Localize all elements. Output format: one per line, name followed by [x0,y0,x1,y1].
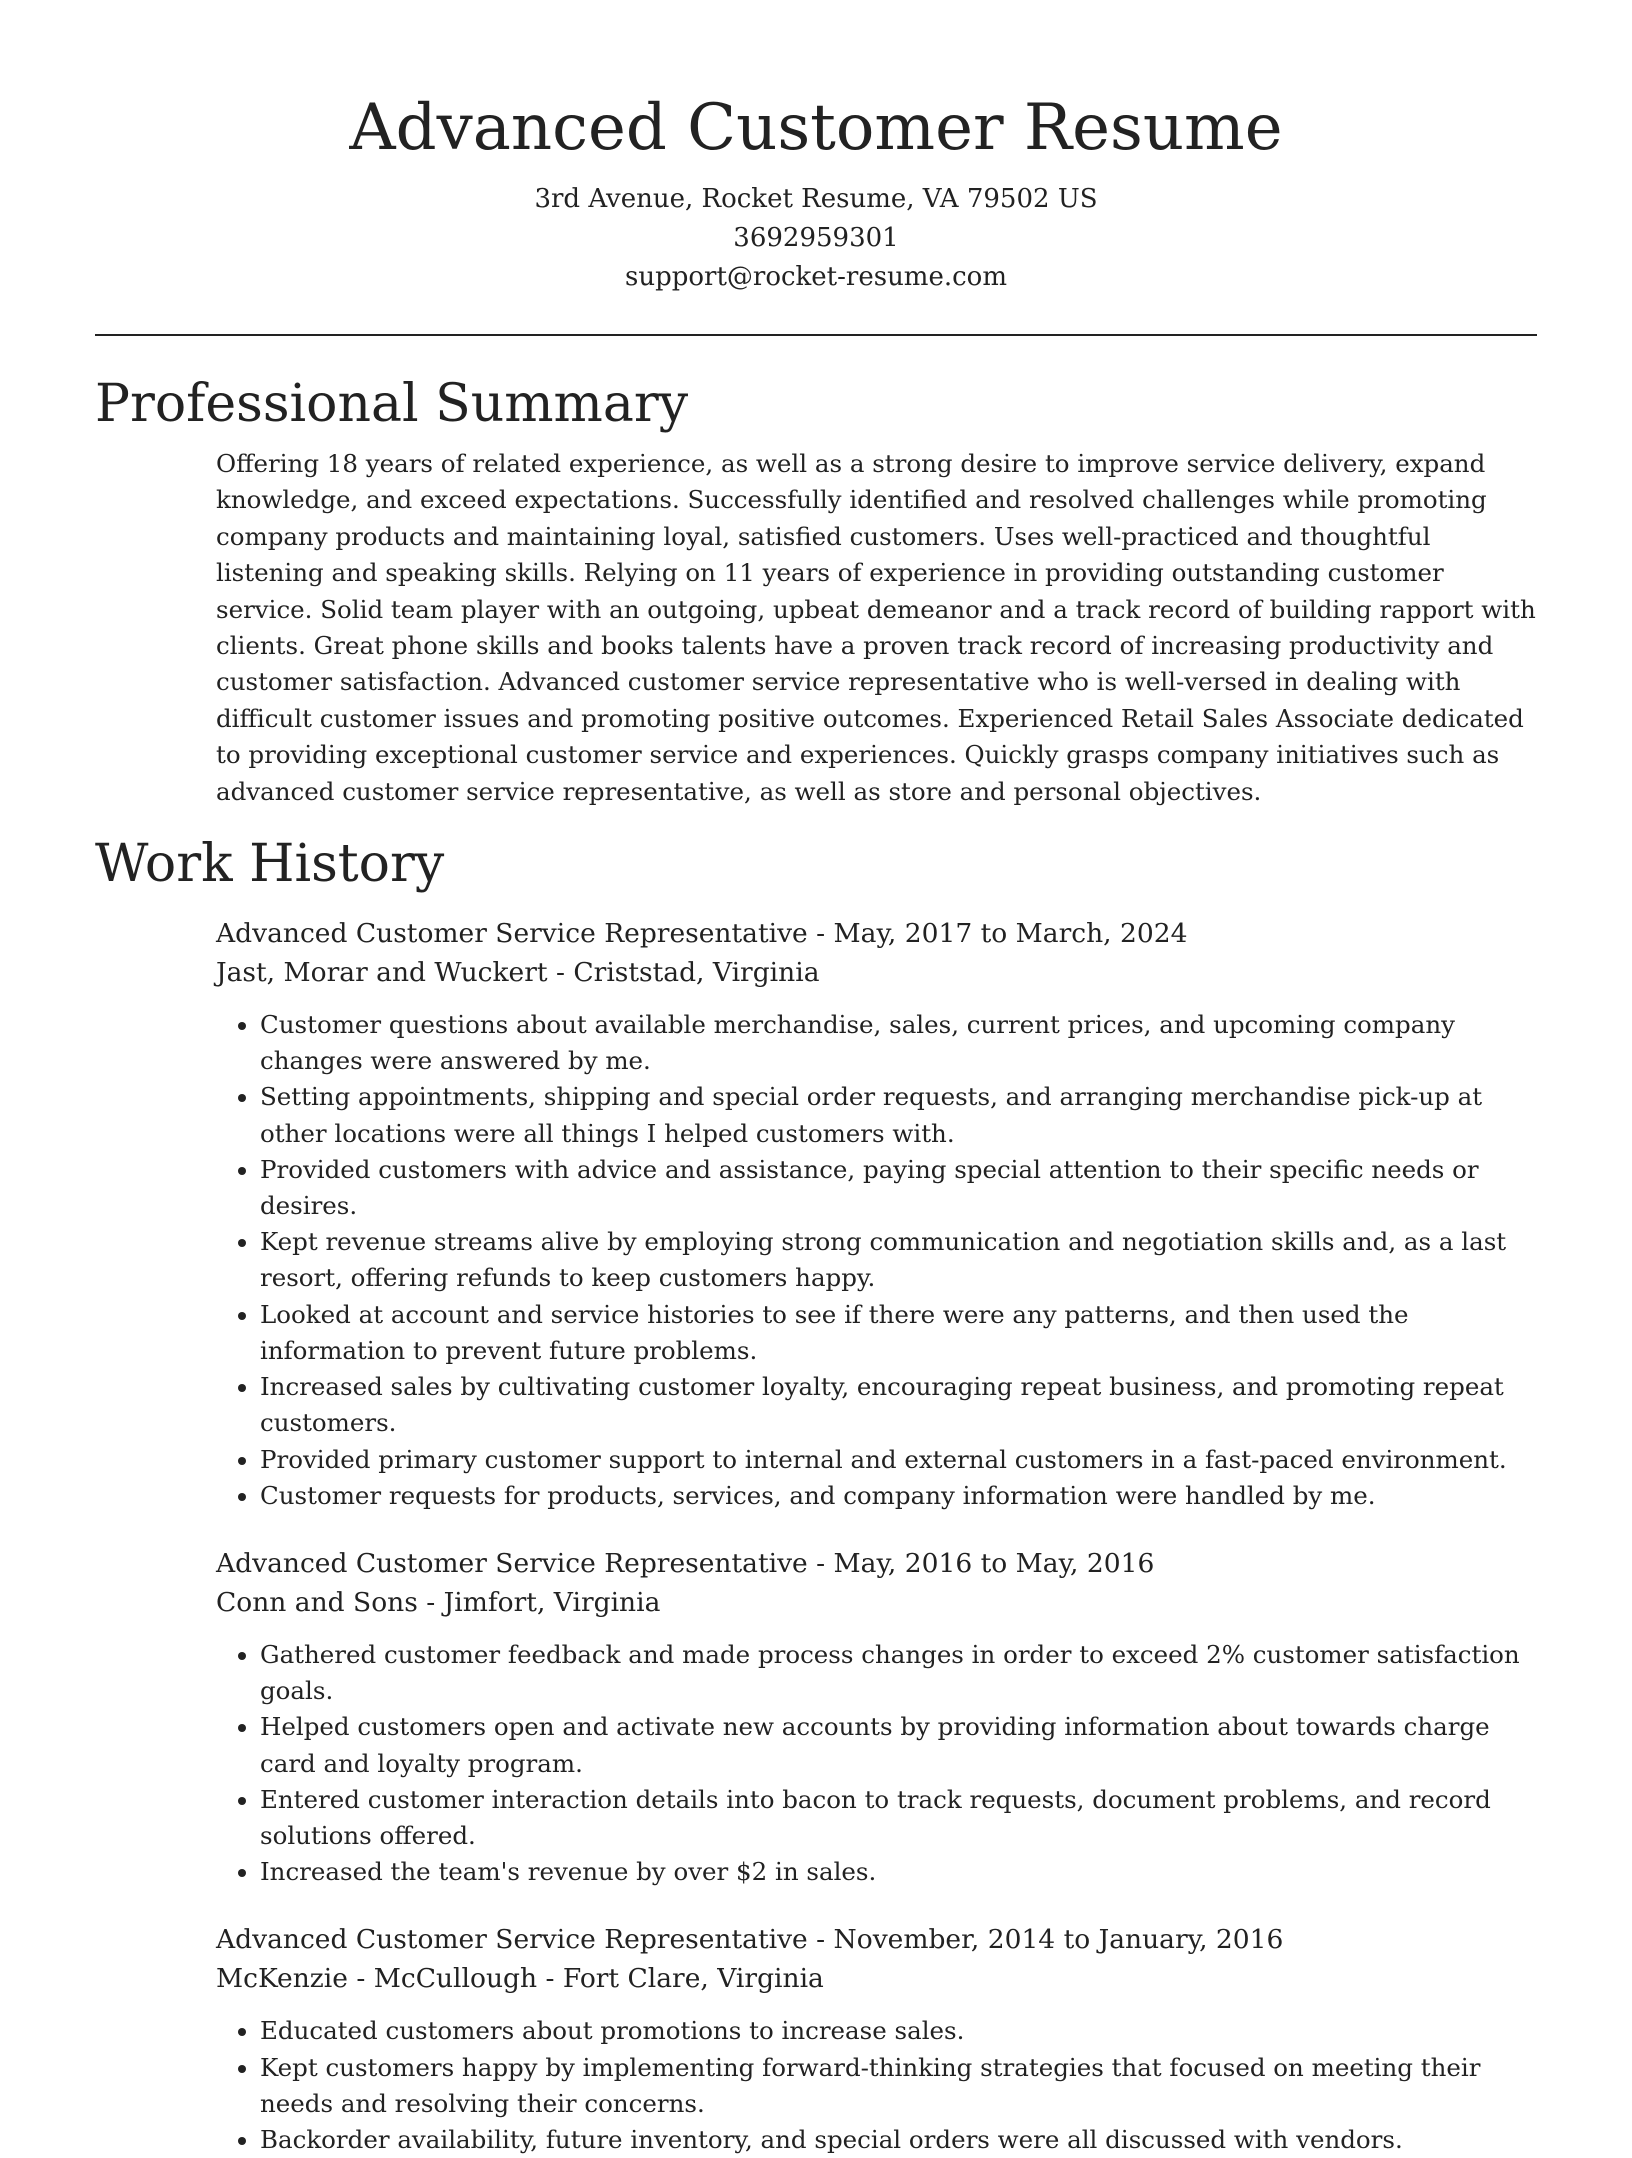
job-location: Jimfort, Virginia [443,1586,661,1618]
bullet-item: • Kept customers happy by implementing forward-thinking strategies that focused on meeting their needs and resolving their concerns. [260,2050,1537,2122]
separator: - [807,918,834,950]
resume-header [95,0,1537,297]
work-history-heading: Work History [95,834,445,895]
job-company-line [216,1583,1537,1622]
bullet-item: • Increased the team's revenue by over $2 in sales. [260,1854,1537,1890]
job-title-line [216,914,1537,953]
job-title: Advanced Customer Service Representative [216,918,808,950]
contact-info [95,180,1537,297]
bullet-item: • Helped customers open and activate new accounts by providing information about towards charge card and loyalty program. [260,1709,1537,1781]
job-company: McKenzie - McCullough [216,1963,538,1995]
bullet-item: • Provided customers with advice and assistance, paying special attention to their specific needs or desires. [260,1152,1537,1224]
summary-text: Offering 18 years of related experience, as well as a strong desire to improve service delivery, expand knowledge, and exceed expectations. Successfully identified and resolved challenges while promoting company products and maintaining loyal, satisfied customers. Uses well-practiced and thoughtful listening and speaking skills. Relying on 11 years of experience in providing outstanding customer service. Solid team player with an outgoing, upbeat demeanor and a track record of building rapport with clients. Great phone skills and books talents have a proven track record of increasing productivity and customer satisfaction. Advanced customer service representative who is well-versed in dealing with difficult customer issues and promoting positive outcomes. Experienced Retail Sales Associate dedicated to providing exceptional customer service and experiences. Quickly grasps company initiatives such as advanced customer service representative, as well as store and personal objectives. [216,449,1536,806]
contact-address: 3rd Avenue, Rocket Resume, VA 79502 US [534,184,1098,214]
job-company: Jast, Morar and Wuckert [216,957,548,989]
job-company-line [216,953,1537,992]
bullet-item: • Looked at account and service histories to see if there were any patterns, and then used the information to prevent future problems. [260,1297,1537,1369]
job-entry [216,1544,1537,1890]
resume-name: Advanced Customer Resume [349,91,1283,165]
bullet-item: • Increased sales by cultivating customer loyalty, encouraging repeat business, and promoting repeat customers. [260,1369,1537,1441]
job-entry [216,914,1537,1514]
job-entry [216,1920,1537,2158]
bullet-item: • Educated customers about promotions to increase sales. [260,2013,1537,2049]
contact-phone: 3692959301 [733,223,899,253]
bullet-item: • Provided primary customer support to internal and external customers in a fast-paced environment. [260,1442,1537,1478]
job-dates: November, 2014 to January, 2016 [833,1924,1284,1956]
separator: - [807,1547,834,1579]
bullet-item: • Gathered customer feedback and made process changes in order to exceed 2% customer satisfaction goals. [260,1637,1537,1709]
job-location: Criststad, Virginia [573,957,820,989]
job-title: Advanced Customer Service Representative [216,1924,808,1956]
separator: - [417,1586,444,1618]
header-divider [95,334,1537,336]
summary-heading: Professional Summary [95,374,689,434]
separator: - [537,1963,563,1995]
job-dates: May, 2017 to March, 2024 [833,918,1188,950]
job-company: Conn and Sons [216,1586,418,1618]
job-location: Fort Clare, Virginia [562,1963,824,1995]
bullet-item: • Setting appointments, shipping and special order requests, and arranging merchandise pick-up at other locations were all things I helped customers with. [260,1079,1537,1151]
bullet-item: • Backorder availability, future inventory, and special orders were all discussed with vendors. [260,2122,1537,2158]
job-dates: May, 2016 to May, 2016 [833,1547,1155,1579]
separator: - [807,1924,834,1956]
bullet-item: • Entered customer interaction details into bacon to track requests, document problems, and record solutions offered. [260,1782,1537,1854]
separator: - [547,957,574,989]
bullet-item: • Customer questions about available merchandise, sales, current prices, and upcoming company changes were answered by me. [260,1007,1537,1079]
summary-section [216,446,1537,810]
job-title-line [216,1920,1537,1959]
job-bullets [216,1007,1537,1514]
job-title: Advanced Customer Service Representative [216,1547,808,1579]
job-bullets [216,1637,1537,1890]
job-company-line [216,1959,1537,1998]
job-bullets [216,2013,1537,2158]
bullet-item: • Customer requests for products, services, and company information were handled by me. [260,1478,1537,1514]
job-title-line [216,1544,1537,1583]
bullet-item: • Kept revenue streams alive by employing strong communication and negotiation skills and, as a last resort, offering refunds to keep customers happy. [260,1224,1537,1296]
contact-email: support@rocket-resume.com [624,262,1007,292]
